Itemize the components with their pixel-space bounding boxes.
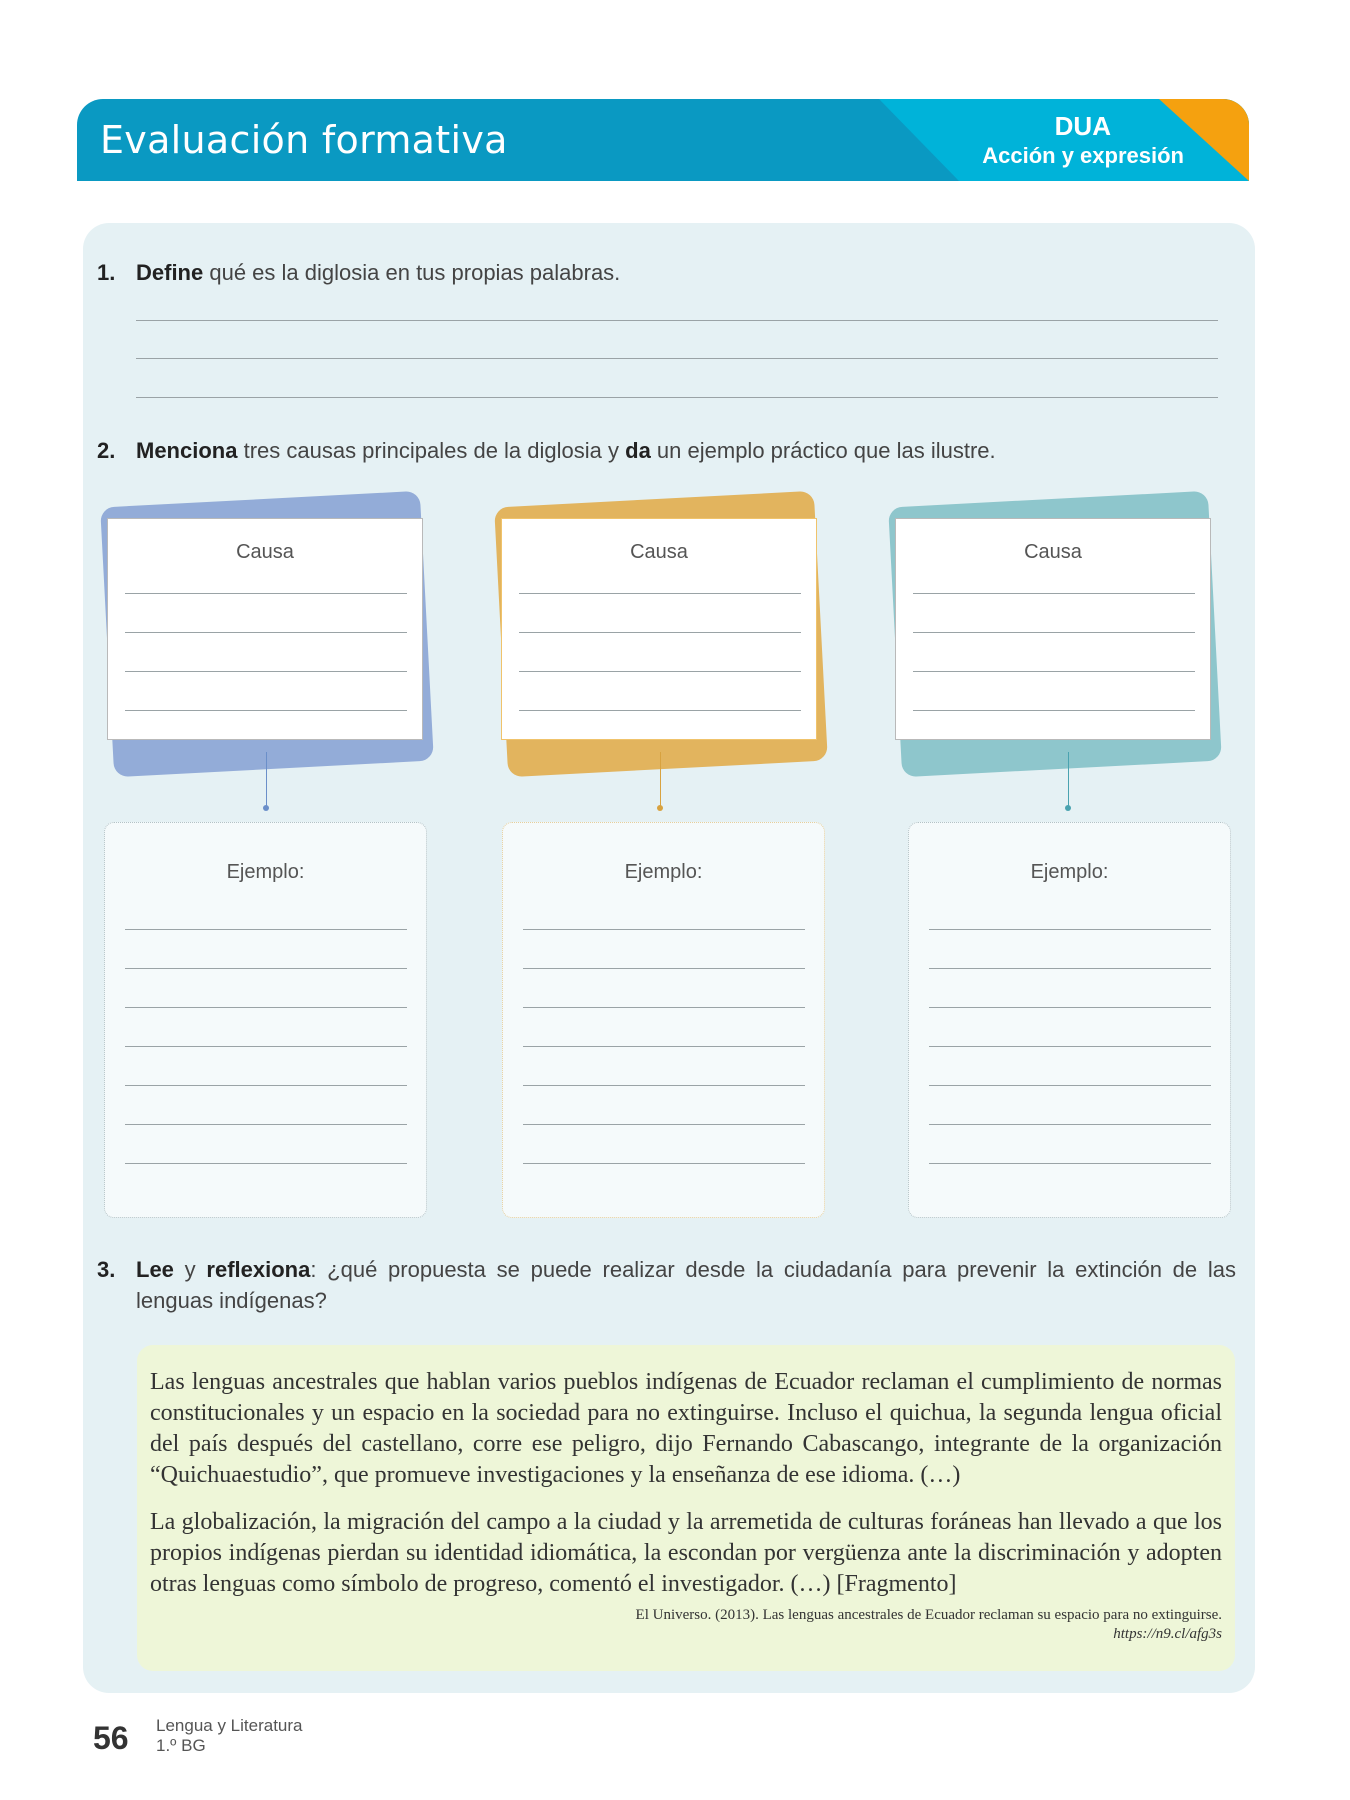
card-front <box>501 518 817 740</box>
question-text: y <box>173 1257 207 1282</box>
answer-line[interactable] <box>929 1085 1211 1086</box>
answer-line[interactable] <box>125 1007 407 1008</box>
cause-label: Causa <box>1024 541 1082 563</box>
question-verb: reflexiona <box>206 1257 311 1282</box>
answer-line[interactable] <box>125 929 407 930</box>
answer-line[interactable] <box>913 710 1195 711</box>
answer-line[interactable] <box>913 593 1195 594</box>
connector-dot <box>657 805 663 811</box>
connector-dot <box>263 805 269 811</box>
connector-line <box>1068 752 1069 807</box>
answer-line[interactable] <box>519 593 801 594</box>
question-text: : ¿qué propuesta se puede realizar desde la ciudadanía para prevenir la extinción de las lenguas indígenas? <box>136 1257 1236 1313</box>
answer-line[interactable] <box>929 1007 1211 1008</box>
connector-line <box>266 752 267 807</box>
answer-line[interactable] <box>136 358 1218 359</box>
cause-label: Causa <box>236 541 294 563</box>
answer-line[interactable] <box>136 320 1218 321</box>
reading-excerpt <box>137 1345 1235 1671</box>
card-front <box>107 518 423 740</box>
answer-line[interactable] <box>523 968 805 969</box>
cause-label: Causa <box>630 541 688 563</box>
answer-line[interactable] <box>519 632 801 633</box>
answer-line[interactable] <box>523 1046 805 1047</box>
answer-line[interactable] <box>929 929 1211 930</box>
answer-line[interactable] <box>523 1163 805 1164</box>
answer-line[interactable] <box>929 1124 1211 1125</box>
question-text: qué es la diglosia en tus propias palabras. <box>203 260 621 285</box>
cause-card <box>496 494 816 764</box>
answer-line[interactable] <box>125 671 407 672</box>
excerpt-paragraph: Las lenguas ancestrales que hablan varios pueblos indígenas de Ecuador reclaman el cumplimiento de normas constitucionales y un espacio en la sociedad para no extinguirse. Incluso el quichua, la segunda lengua oficial del país después del castellano, corre ese peligro, dijo Fernando Cabascango, integrante de la organización “Quichuaestudio”, que promueve investigaciones y la enseñanza de ese idioma. (…) <box>150 1369 1222 1488</box>
answer-line[interactable] <box>125 593 407 594</box>
connector-line <box>660 752 661 807</box>
example-label: Ejemplo: <box>624 861 703 883</box>
connector-dot <box>1065 805 1071 811</box>
answer-line[interactable] <box>125 968 407 969</box>
answer-line[interactable] <box>523 1085 805 1086</box>
footer-grade: 1.º BG <box>156 1736 206 1755</box>
answer-line[interactable] <box>913 671 1195 672</box>
question-verb: Menciona <box>136 438 238 463</box>
answer-line[interactable] <box>125 710 407 711</box>
example-box <box>908 822 1231 1218</box>
answer-line[interactable] <box>929 1163 1211 1164</box>
dua-subtitle: Acción y expresión <box>982 143 1184 168</box>
question-3 <box>97 1254 1236 1316</box>
header-banner <box>77 99 1249 181</box>
answer-line[interactable] <box>519 710 801 711</box>
dua-title: DUA <box>1054 111 1111 141</box>
question-number: 3. <box>97 1257 116 1282</box>
page-title: Evaluación formativa <box>100 118 508 162</box>
example-label: Ejemplo: <box>226 861 305 883</box>
answer-line[interactable] <box>136 397 1218 398</box>
example-label: Ejemplo: <box>1030 861 1109 883</box>
example-box <box>502 822 825 1218</box>
question-verb: Lee <box>136 1257 174 1282</box>
answer-line[interactable] <box>929 1046 1211 1047</box>
question-text: un ejemplo práctico que las ilustre. <box>650 438 996 463</box>
answer-line[interactable] <box>125 1163 407 1164</box>
footer-subject: Lengua y Literatura <box>156 1716 303 1735</box>
answer-line[interactable] <box>125 632 407 633</box>
cause-card <box>102 494 422 764</box>
question-text: tres causas principales de la diglosia y <box>237 438 626 463</box>
answer-line[interactable] <box>125 1085 407 1086</box>
answer-line[interactable] <box>523 929 805 930</box>
answer-line[interactable] <box>523 1007 805 1008</box>
card-front <box>895 518 1211 740</box>
answer-line[interactable] <box>929 968 1211 969</box>
question-verb: Define <box>136 260 204 285</box>
page-number: 56 <box>93 1720 129 1756</box>
answer-line[interactable] <box>913 632 1195 633</box>
answer-line[interactable] <box>125 1046 407 1047</box>
cause-card <box>890 494 1210 764</box>
excerpt-paragraph: La globalización, la migración del campo a la ciudad y la arremetida de culturas foráneas han llevado a que los propios indígenas pierdan su identidad idiomática, la escondan por vergüenza ante la discriminación y adopten otras lenguas como símbolo de progreso, comentó el investigador. (…) [Fragmento] <box>150 1509 1222 1597</box>
question-2 <box>97 435 996 466</box>
question-1 <box>97 257 621 288</box>
answer-line[interactable] <box>519 671 801 672</box>
source-citation: El Universo. (2013). Las lenguas ancestrales de Ecuador reclaman su espacio para no extinguirse. <box>635 1607 1222 1623</box>
question-verb: da <box>625 438 651 463</box>
source-url[interactable]: https://n9.cl/afg3s <box>1113 1626 1222 1642</box>
question-number: 1. <box>97 260 116 285</box>
question-number: 2. <box>97 438 116 463</box>
answer-line[interactable] <box>125 1124 407 1125</box>
answer-line[interactable] <box>523 1124 805 1125</box>
example-box <box>104 822 427 1218</box>
